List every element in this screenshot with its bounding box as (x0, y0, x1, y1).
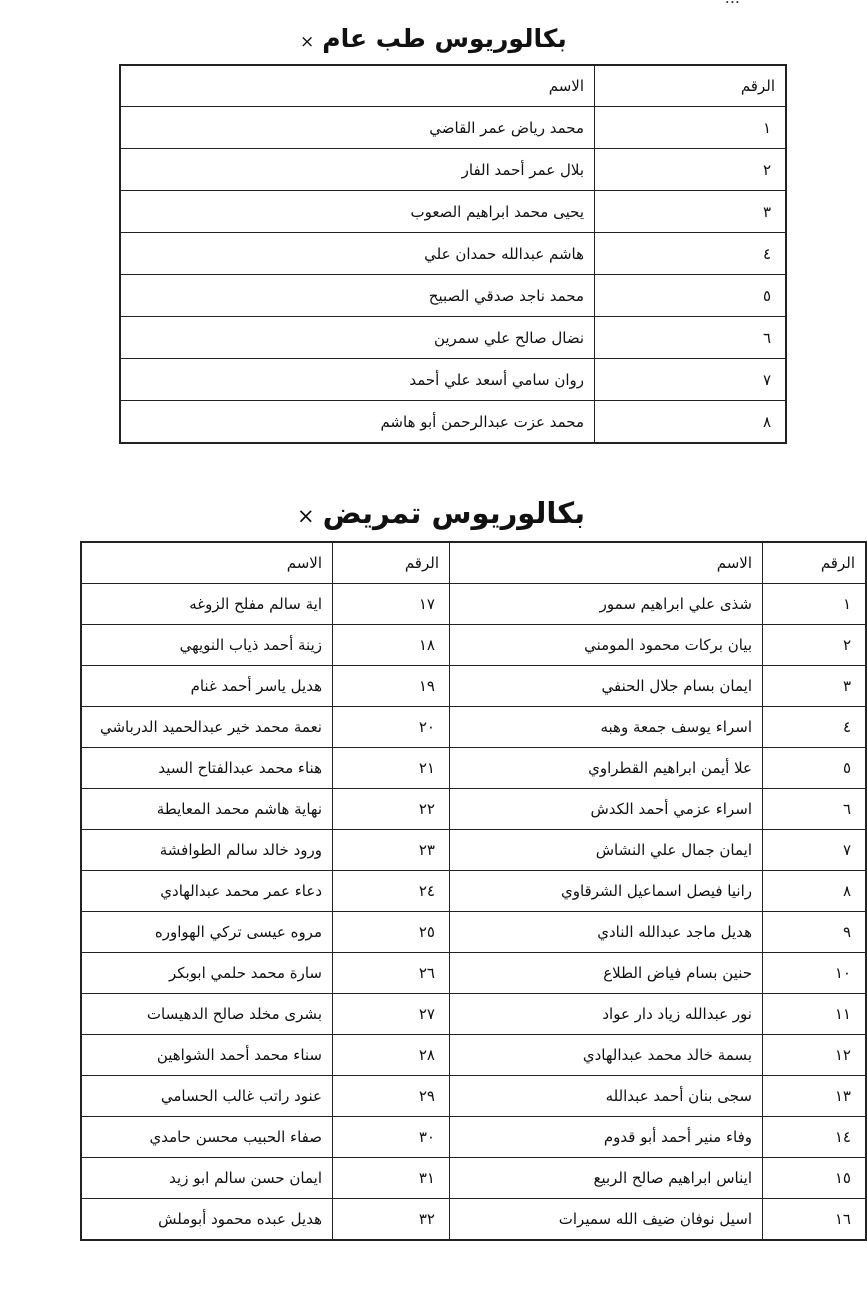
row-number-b: ٢١ (333, 748, 450, 789)
row-number-a: ١٤ (763, 1117, 867, 1158)
row-name-a: بسمة خالد محمد عبدالهادي (450, 1035, 763, 1076)
table-row (81, 830, 866, 871)
row-number-a: ٧ (763, 830, 867, 871)
row-number-a: ٦ (763, 789, 867, 830)
row-name: محمد رياض عمر القاضي (120, 107, 595, 149)
row-name-a: حنين بسام فياض الطلاع (450, 953, 763, 994)
nursing-table-body (81, 584, 866, 1241)
table-row (81, 1076, 866, 1117)
row-name-a: ايمان جمال علي النشاش (450, 830, 763, 871)
row-name-a: وفاء منير أحمد أبو قدوم (450, 1117, 763, 1158)
row-number-a: ١٣ (763, 1076, 867, 1117)
row-name-b: ايمان حسن سالم ابو زيد (81, 1158, 333, 1199)
cut-off-text-fragment (725, 0, 740, 7)
row-name-b: دعاء عمر محمد عبدالهادي (81, 871, 333, 912)
row-name-b: عنود راتب غالب الحسامي (81, 1076, 333, 1117)
row-name-a: هديل ماجد عبدالله النادي (450, 912, 763, 953)
row-number: ٥ (595, 275, 787, 317)
table-row (120, 359, 786, 401)
row-number-b: ٢٨ (333, 1035, 450, 1076)
general-medicine-table (119, 64, 787, 444)
row-number-b: ١٩ (333, 666, 450, 707)
cross-mark-icon: × (300, 32, 315, 52)
row-name-b: اية سالم مفلح الزوغه (81, 584, 333, 625)
row-number-b: ٢٣ (333, 830, 450, 871)
row-name-b: نهاية هاشم محمد المعايطة (81, 789, 333, 830)
row-number-a: ٩ (763, 912, 867, 953)
row-name-a: اسراء عزمي أحمد الكدش (450, 789, 763, 830)
table-row (120, 275, 786, 317)
row-number: ٨ (595, 401, 787, 444)
row-number-a: ١٠ (763, 953, 867, 994)
row-number: ٢ (595, 149, 787, 191)
row-number: ٣ (595, 191, 787, 233)
row-number-b: ١٧ (333, 584, 450, 625)
row-number-a: ١٦ (763, 1199, 867, 1241)
row-number-b: ٢٦ (333, 953, 450, 994)
section-title-text: بكالوريوس طب عام (322, 24, 567, 53)
header-name: الاسم (120, 65, 595, 107)
row-name-b: هناء محمد عبدالفتاح السيد (81, 748, 333, 789)
nursing-table (80, 541, 867, 1241)
row-number: ١ (595, 107, 787, 149)
row-name-a: رانيا فيصل اسماعيل الشرقاوي (450, 871, 763, 912)
row-number-a: ١٥ (763, 1158, 867, 1199)
table-row (120, 149, 786, 191)
table-row (120, 107, 786, 149)
row-name-a: ايناس ابراهيم صالح الربيع (450, 1158, 763, 1199)
table-row (81, 1035, 866, 1076)
section-title-nursing (297, 496, 585, 530)
table-row (81, 625, 866, 666)
table-row (81, 871, 866, 912)
row-number-a: ١١ (763, 994, 867, 1035)
row-name: محمد عزت عبدالرحمن أبو هاشم (120, 401, 595, 444)
row-name: هاشم عبدالله حمدان علي (120, 233, 595, 275)
row-name-b: هديل عبده محمود أبوملش (81, 1199, 333, 1241)
row-name: يحيى محمد ابراهيم الصعوب (120, 191, 595, 233)
table-row (120, 191, 786, 233)
table-header-row (120, 65, 786, 107)
row-number-b: ٢٠ (333, 707, 450, 748)
header-name-a: الاسم (450, 542, 763, 584)
row-number-b: ٢٧ (333, 994, 450, 1035)
table-row (81, 1158, 866, 1199)
row-number-b: ٢٢ (333, 789, 450, 830)
row-name-a: سجى بنان أحمد عبدالله (450, 1076, 763, 1117)
row-name-b: هديل ياسر أحمد غنام (81, 666, 333, 707)
table-row (81, 707, 866, 748)
row-name-b: زينة أحمد ذياب النويهي (81, 625, 333, 666)
table-row (81, 912, 866, 953)
row-number-b: ٣١ (333, 1158, 450, 1199)
row-number-a: ٢ (763, 625, 867, 666)
row-number: ٤ (595, 233, 787, 275)
header-number-b: الرقم (333, 542, 450, 584)
table-header-row (81, 542, 866, 584)
row-name-a: اسيل نوفان ضيف الله سميرات (450, 1199, 763, 1241)
row-name-a: بيان بركات محمود المومني (450, 625, 763, 666)
header-name-b: الاسم (81, 542, 333, 584)
row-name: محمد ناجد صدقي الصبيح (120, 275, 595, 317)
row-number-b: ٣٠ (333, 1117, 450, 1158)
row-name-a: شذى علي ابراهيم سمور (450, 584, 763, 625)
table-row (81, 1117, 866, 1158)
row-number-b: ٢٩ (333, 1076, 450, 1117)
row-name-b: ورود خالد سالم الطوافشة (81, 830, 333, 871)
row-name-b: بشرى مخلد صالح الدهيسات (81, 994, 333, 1035)
row-name-b: مروه عيسى تركي الهواوره (81, 912, 333, 953)
section-title-general-medicine (300, 24, 567, 53)
table-row (81, 953, 866, 994)
row-name: نضال صالح علي سمرين (120, 317, 595, 359)
table-row (81, 994, 866, 1035)
row-number-a: ٥ (763, 748, 867, 789)
row-number-a: ٣ (763, 666, 867, 707)
row-number-a: ١ (763, 584, 867, 625)
row-name-b: سارة محمد حلمي ابوبكر (81, 953, 333, 994)
row-name-b: سناء محمد أحمد الشواهين (81, 1035, 333, 1076)
row-number: ٦ (595, 317, 787, 359)
row-name-a: نور عبدالله زياد دار عواد (450, 994, 763, 1035)
row-number: ٧ (595, 359, 787, 401)
header-number: الرقم (595, 65, 787, 107)
table-row (81, 1199, 866, 1241)
table-row (81, 789, 866, 830)
table-row (120, 401, 786, 444)
row-number-a: ١٢ (763, 1035, 867, 1076)
general-medicine-table-body (120, 107, 786, 444)
row-name-a: ايمان بسام جلال الحنفي (450, 666, 763, 707)
table-row (81, 748, 866, 789)
row-number-b: ٣٢ (333, 1199, 450, 1241)
row-name: روان سامي أسعد علي أحمد (120, 359, 595, 401)
row-name-a: اسراء يوسف جمعة وهبه (450, 707, 763, 748)
row-number-a: ٨ (763, 871, 867, 912)
table-row (81, 584, 866, 625)
row-name: بلال عمر أحمد الفار (120, 149, 595, 191)
section-title-text: بكالوريوس تمريض (322, 496, 586, 530)
header-number-a: الرقم (763, 542, 867, 584)
row-number-b: ٢٥ (333, 912, 450, 953)
row-number-a: ٤ (763, 707, 867, 748)
table-row (120, 317, 786, 359)
row-name-a: علا أيمن ابراهيم القطراوي (450, 748, 763, 789)
table-row (81, 666, 866, 707)
cross-mark-icon: × (297, 504, 315, 528)
row-name-b: نعمة محمد خير عبدالحميد الدرباشي (81, 707, 333, 748)
table-row (120, 233, 786, 275)
row-name-b: صفاء الحبيب محسن حامدي (81, 1117, 333, 1158)
row-number-b: ٢٤ (333, 871, 450, 912)
row-number-b: ١٨ (333, 625, 450, 666)
